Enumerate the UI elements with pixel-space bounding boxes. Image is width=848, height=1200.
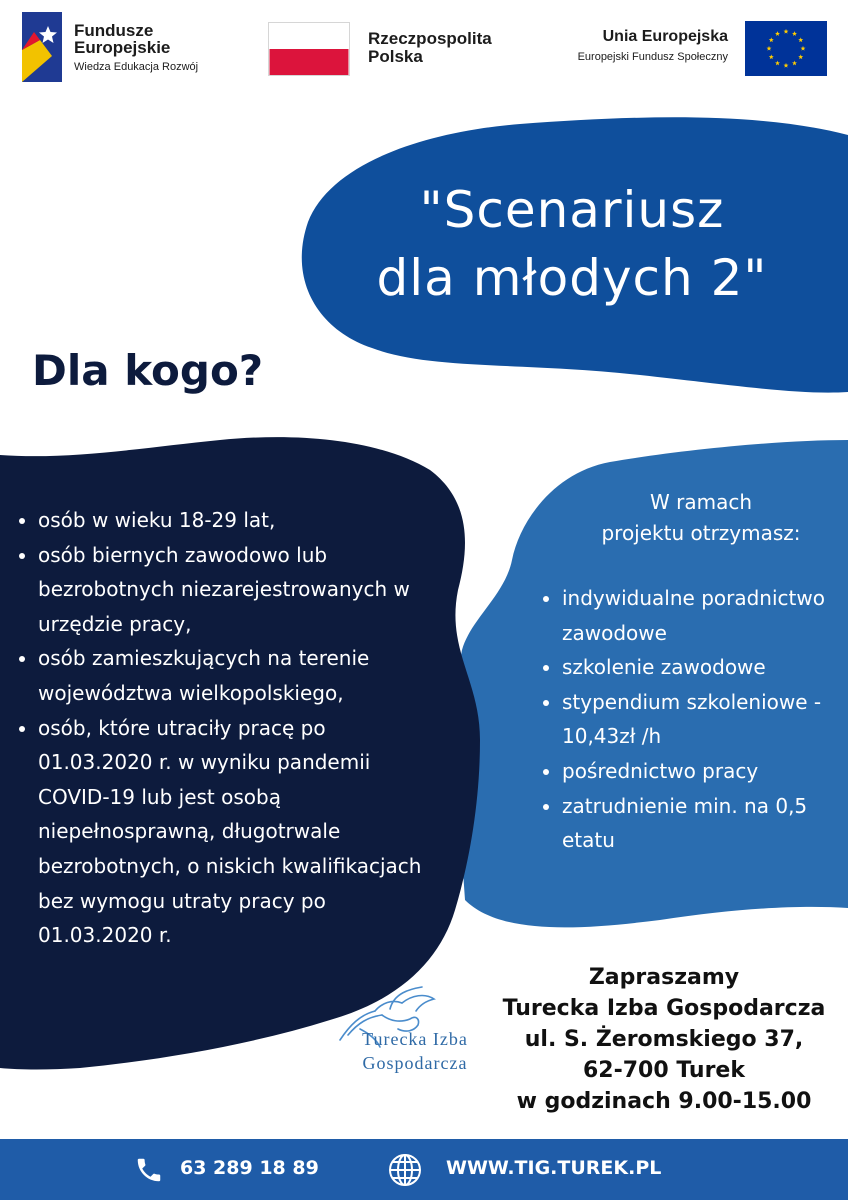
benefit-item: pośrednictwo pracy bbox=[540, 754, 840, 789]
tig-logo-text bbox=[340, 1027, 490, 1075]
headline-line1: "Scenariusz bbox=[419, 181, 725, 239]
benefit-item: szkolenie zawodowe bbox=[540, 650, 840, 685]
benefit-item: stypendium szkoleniowe - 10,43zł /h bbox=[540, 685, 840, 754]
eu-title: Unia Europejska bbox=[602, 28, 728, 45]
phone-icon bbox=[134, 1155, 164, 1185]
phone-number[interactable]: 63 289 18 89 bbox=[180, 1157, 319, 1179]
who-item: osób w wieku 18-29 lat, bbox=[16, 503, 446, 538]
benefits-list bbox=[540, 581, 840, 858]
pl-line2: Polska bbox=[368, 47, 423, 66]
invitation-block bbox=[486, 962, 842, 1117]
benefits-heading-line1: W ramach bbox=[649, 490, 753, 514]
who-item: osób biernych zawodowo lub bezrobotnych niezarejestrowanych w urzędzie pracy, bbox=[16, 538, 446, 642]
benefits-heading bbox=[560, 487, 842, 549]
who-item: osób, które utraciły pracę po 01.03.2020 r. w wyniku pandemii COVID-19 lub jest osobą niepełnosprawną, długotrwale bezrobotnych, o niskich kwalifikacjach bez wymogu utraty pracy po 01.03.2020 r. bbox=[16, 711, 446, 953]
invite-line3: ul. S. Żeromskiego 37, bbox=[524, 1027, 804, 1052]
headline bbox=[322, 176, 822, 312]
eu-subtitle: Europejski Fundusz Społeczny bbox=[577, 51, 728, 63]
tig-line1: Turecka Izba bbox=[362, 1029, 468, 1049]
invite-line4: 62-700 Turek bbox=[583, 1058, 745, 1083]
fe-title-line2: Europejskie bbox=[74, 38, 171, 57]
headline-line2: dla młodych 2" bbox=[376, 249, 768, 307]
benefit-item: indywidualne poradnictwo zawodowe bbox=[540, 581, 840, 650]
pl-line1: Rzeczpospolita bbox=[368, 29, 492, 48]
who-title: Dla kogo? bbox=[32, 346, 264, 395]
benefit-item: zatrudnienie min. na 0,5 etatu bbox=[540, 789, 840, 858]
invite-line1: Zapraszamy bbox=[588, 965, 740, 990]
invite-line2: Turecka Izba Gospodarcza bbox=[502, 996, 826, 1021]
fe-title-line1: Fundusze bbox=[74, 21, 154, 40]
who-item: osób zamieszkujących na terenie województwa wielkopolskiego, bbox=[16, 641, 446, 710]
who-list bbox=[16, 503, 446, 953]
website-link[interactable]: WWW.TIG.TUREK.PL bbox=[446, 1157, 662, 1179]
tig-line2: Gospodarcza bbox=[362, 1053, 468, 1073]
invite-line5: w godzinach 9.00-15.00 bbox=[516, 1089, 812, 1114]
fe-subtitle: Wiedza Edukacja Rozwój bbox=[74, 61, 199, 73]
contact-footer bbox=[0, 1139, 848, 1200]
globe-icon bbox=[387, 1152, 423, 1188]
benefits-heading-line2: projektu otrzymasz: bbox=[601, 521, 801, 545]
